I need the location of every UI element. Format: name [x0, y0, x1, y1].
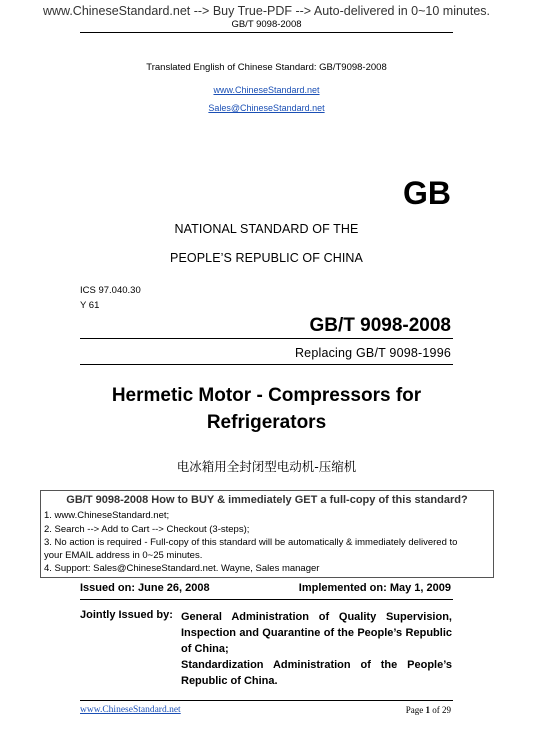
national-line-1: NATIONAL STANDARD OF THE [174, 222, 359, 236]
document-title-line-1: Hermetic Motor - Compressors for [111, 385, 422, 406]
footer-website-link[interactable]: www.ChineseStandard.net [80, 705, 181, 715]
document-title-line-2: Refrigerators [206, 412, 327, 433]
buy-step-3-cont: your EMAIL address in 0~25 minutes. [44, 550, 203, 561]
top-banner: www.ChineseStandard.net --> Buy True-PDF --> Auto-delivered in 0~10 minutes. [42, 4, 491, 18]
ccs-code: Y 61 [80, 300, 100, 311]
issued-date: Issued on: June 26, 2008 [80, 582, 210, 594]
page-prefix: Page [405, 705, 426, 715]
chinese-title: 电冰箱用全封闭型电动机-压缩机 [176, 459, 357, 474]
issuer-line-4: Standardization Administration of the People’s [181, 659, 452, 671]
implemented-date: Implemented on: May 1, 2009 [298, 582, 451, 594]
issuer-line-1: General Administration of Quality Supervision, [181, 611, 452, 623]
page-total: of 29 [430, 705, 451, 715]
footer-divider [80, 700, 453, 701]
translated-note: Translated English of Chinese Standard: GB/T9098-2008 [146, 62, 387, 73]
buy-step-2: 2. Search --> Add to Cart --> Checkout (3-steps); [44, 524, 250, 535]
dates-divider [80, 599, 453, 600]
buy-box-heading: GB/T 9098-2008 How to BUY & immediately GET a full-copy of this standard? [66, 494, 468, 506]
standard-divider [80, 338, 453, 339]
standard-number: GB/T 9098-2008 [309, 315, 451, 336]
gb-logo: GB [403, 175, 451, 211]
website-link-wrap [0, 80, 533, 98]
email-link-wrap [0, 98, 533, 116]
header-doc-code: GB/T 9098-2008 [231, 19, 302, 30]
page-current: 1 [425, 705, 430, 715]
issuer-line-5: Republic of China. [181, 675, 278, 687]
buy-info-box [40, 490, 494, 578]
header-divider [80, 32, 453, 33]
buy-step-1: 1. www.ChineseStandard.net; [44, 510, 170, 521]
ics-code: ICS 97.040.30 [80, 285, 141, 296]
issuer-line-3: of China; [181, 643, 229, 655]
buy-step-3: 3. No action is required - Full-copy of this standard will be automatically & immediately delivered to [44, 537, 458, 548]
issuer-line-2: Inspection and Quarantine of the People’s Republic [181, 627, 452, 639]
email-link[interactable]: Sales@ChineseStandard.net [208, 103, 325, 113]
jointly-issued-label: Jointly Issued by: [80, 609, 173, 621]
buy-step-4: 4. Support: Sales@ChineseStandard.net. Wayne, Sales manager [44, 563, 320, 574]
replacing-divider [80, 364, 453, 365]
national-line-2: PEOPLE’S REPUBLIC OF CHINA [170, 251, 363, 265]
replacing-note: Replacing GB/T 9098-1996 [294, 346, 451, 360]
website-link[interactable]: www.ChineseStandard.net [213, 85, 320, 95]
page-number [406, 705, 451, 715]
